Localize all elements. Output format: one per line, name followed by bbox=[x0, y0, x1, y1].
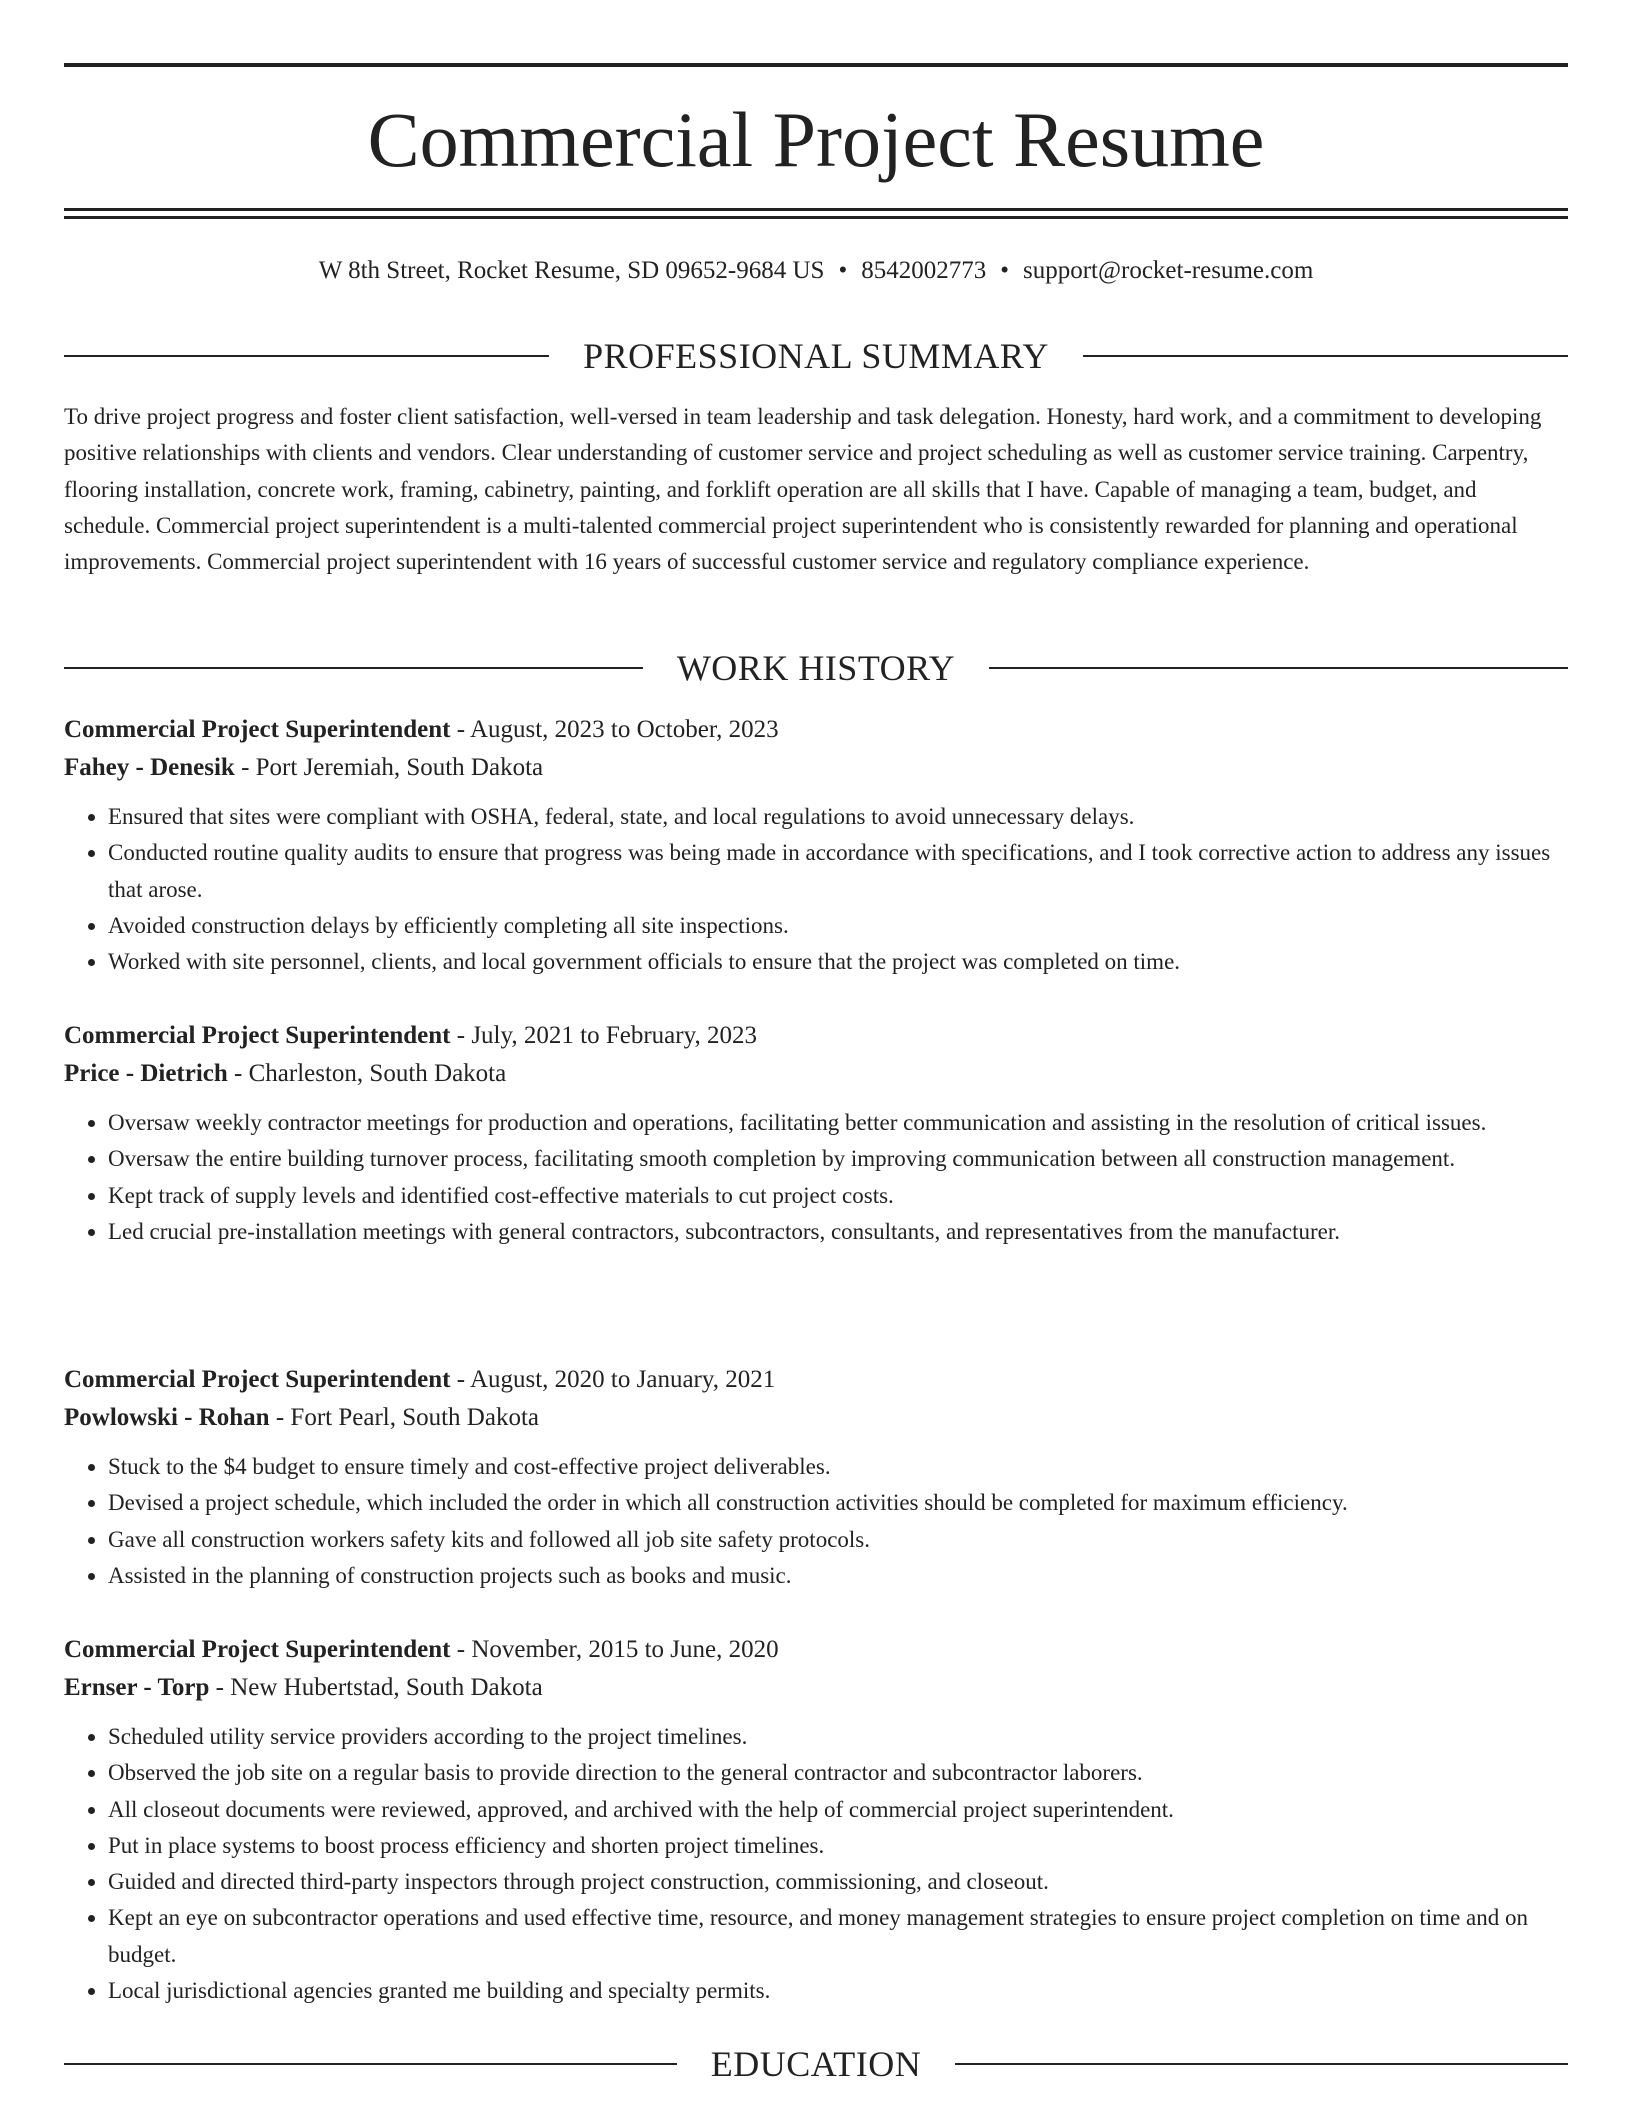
section-title: WORK HISTORY bbox=[676, 648, 956, 688]
page-title: Commercial Project Resume bbox=[367, 96, 1265, 183]
section-header-work bbox=[64, 646, 1568, 690]
job-entry bbox=[64, 1631, 1568, 2009]
contact-line bbox=[0, 255, 1632, 287]
job-bullet: • Oversaw weekly contractor meetings for production and operations, facilitating better communication and assisting in the resolution of critical issues. bbox=[108, 1105, 1568, 1141]
section-rule-right bbox=[955, 2063, 1568, 2065]
job-entry bbox=[64, 711, 1568, 980]
section-header-summary bbox=[64, 334, 1568, 378]
job-bullet: • Worked with site personnel, clients, and local government officials to ensure that the project was completed on time. bbox=[108, 944, 1568, 980]
job-dates: - November, 2015 to June, 2020 bbox=[450, 1636, 779, 1663]
job-entry bbox=[64, 1361, 1568, 1594]
job-bullets bbox=[64, 1105, 1568, 1250]
job-location: - Port Jeremiah, South Dakota bbox=[234, 754, 544, 781]
job-title-line bbox=[64, 1631, 1568, 1669]
job-bullet: • Oversaw the entire building turnover process, facilitating smooth completion by improving communication between all construction management. bbox=[108, 1141, 1568, 1177]
job-bullet: • Kept track of supply levels and identified cost-effective materials to cut project costs. bbox=[108, 1178, 1568, 1214]
section-header-education bbox=[64, 2042, 1568, 2086]
job-company: Price - Dietrich bbox=[64, 1060, 228, 1087]
job-bullet: • Led crucial pre-installation meetings with general contractors, subcontractors, consultants, and representatives from the manufacturer. bbox=[108, 1214, 1568, 1250]
job-title-line bbox=[64, 1361, 1568, 1399]
job-company-line bbox=[64, 1055, 1568, 1093]
job-location: - New Hubertstad, South Dakota bbox=[209, 1674, 543, 1701]
title-rule-upper bbox=[64, 208, 1568, 211]
job-title: Commercial Project Superintendent bbox=[64, 1022, 451, 1049]
summary-text: To drive project progress and foster client satisfaction, well-versed in team leadership and task delegation. Honesty, hard work, and a commitment to developing positive relationships with clients and vendors. Clear understanding of customer service and project scheduling as well as customer service training. Carpentry, flooring installation, concrete work, framing, cabinetry, painting, and forklift operation are all skills that I have. Capable of managing a team, budget, and schedule. Commercial project superintendent is a multi-talented commercial project superintendent who is consistently rewarded for planning and operational improvements. Commercial project superintendent with 16 years of successful customer service and regulatory compliance experience. bbox=[64, 404, 1542, 575]
job-bullet: • Kept an eye on subcontractor operations and used effective time, resource, and money management strategies to ensure project completion on time and on budget. bbox=[108, 1900, 1568, 1973]
job-company-line bbox=[64, 1669, 1568, 1707]
job-bullets bbox=[64, 1719, 1568, 2009]
job-bullet: • Assisted in the planning of construction projects such as books and music. bbox=[108, 1558, 1568, 1594]
job-bullet: • All closeout documents were reviewed, approved, and archived with the help of commercial project superintendent. bbox=[108, 1792, 1568, 1828]
job-bullet: • Stuck to the $4 budget to ensure timely and cost-effective project deliverables. bbox=[108, 1449, 1568, 1485]
job-bullets bbox=[64, 799, 1568, 980]
contact-address: W 8th Street, Rocket Resume, SD 09652-9684 US bbox=[318, 257, 825, 284]
section-rule-left bbox=[64, 355, 549, 357]
job-company: Fahey - Denesik bbox=[64, 754, 235, 781]
job-title-line bbox=[64, 1017, 1568, 1055]
job-bullet: • Conducted routine quality audits to ensure that progress was being made in accordance with specifications, and I took corrective action to address any issues that arose. bbox=[108, 835, 1568, 908]
job-company: Powlowski - Rohan bbox=[64, 1404, 270, 1431]
job-bullet: • Avoided construction delays by efficiently completing all site inspections. bbox=[108, 908, 1568, 944]
section-rule-left bbox=[64, 667, 643, 669]
job-location: - Charleston, South Dakota bbox=[227, 1060, 507, 1087]
job-dates: - July, 2021 to February, 2023 bbox=[450, 1022, 757, 1049]
section-title: PROFESSIONAL SUMMARY bbox=[583, 336, 1049, 376]
section-rule-right bbox=[1083, 355, 1568, 357]
contact-separator: • bbox=[838, 257, 848, 284]
job-bullets bbox=[64, 1449, 1568, 1594]
job-location: - Fort Pearl, South Dakota bbox=[269, 1404, 540, 1431]
job-title: Commercial Project Superintendent bbox=[64, 1636, 451, 1663]
section-title: EDUCATION bbox=[710, 2044, 922, 2084]
job-company-line bbox=[64, 749, 1568, 787]
job-company-line bbox=[64, 1399, 1568, 1437]
contact-phone: 8542002773 bbox=[861, 257, 987, 284]
job-dates: - August, 2020 to January, 2021 bbox=[450, 1366, 776, 1393]
job-bullet: • Devised a project schedule, which included the order in which all construction activities should be completed for maximum efficiency. bbox=[108, 1485, 1568, 1521]
title-rule-lower bbox=[64, 216, 1568, 219]
job-bullet: • Local jurisdictional agencies granted me building and specialty permits. bbox=[108, 1973, 1568, 2009]
job-bullet: • Guided and directed third-party inspectors through project construction, commissioning, and closeout. bbox=[108, 1864, 1568, 1900]
job-title: Commercial Project Superintendent bbox=[64, 1366, 451, 1393]
job-title: Commercial Project Superintendent bbox=[64, 716, 451, 743]
contact-separator: • bbox=[1000, 257, 1009, 284]
section-rule-left bbox=[64, 2063, 677, 2065]
job-bullet: • Gave all construction workers safety kits and followed all job site safety protocols. bbox=[108, 1522, 1568, 1558]
job-bullet: • Scheduled utility service providers according to the project timelines. bbox=[108, 1719, 1568, 1755]
job-title-line bbox=[64, 711, 1568, 749]
contact-email[interactable]: support@rocket-resume.com bbox=[1022, 257, 1314, 284]
section-rule-right bbox=[989, 667, 1568, 669]
job-dates: - August, 2023 to October, 2023 bbox=[450, 716, 779, 743]
job-bullet: • Put in place systems to boost process efficiency and shorten project timelines. bbox=[108, 1828, 1568, 1864]
job-company: Ernser - Torp bbox=[64, 1674, 210, 1701]
top-rule bbox=[64, 63, 1568, 67]
job-bullet: • Ensured that sites were compliant with OSHA, federal, state, and local regulations to avoid unnecessary delays. bbox=[108, 799, 1568, 835]
job-entry bbox=[64, 1017, 1568, 1250]
job-bullet: • Observed the job site on a regular basis to provide direction to the general contractor and subcontractor laborers. bbox=[108, 1755, 1568, 1791]
